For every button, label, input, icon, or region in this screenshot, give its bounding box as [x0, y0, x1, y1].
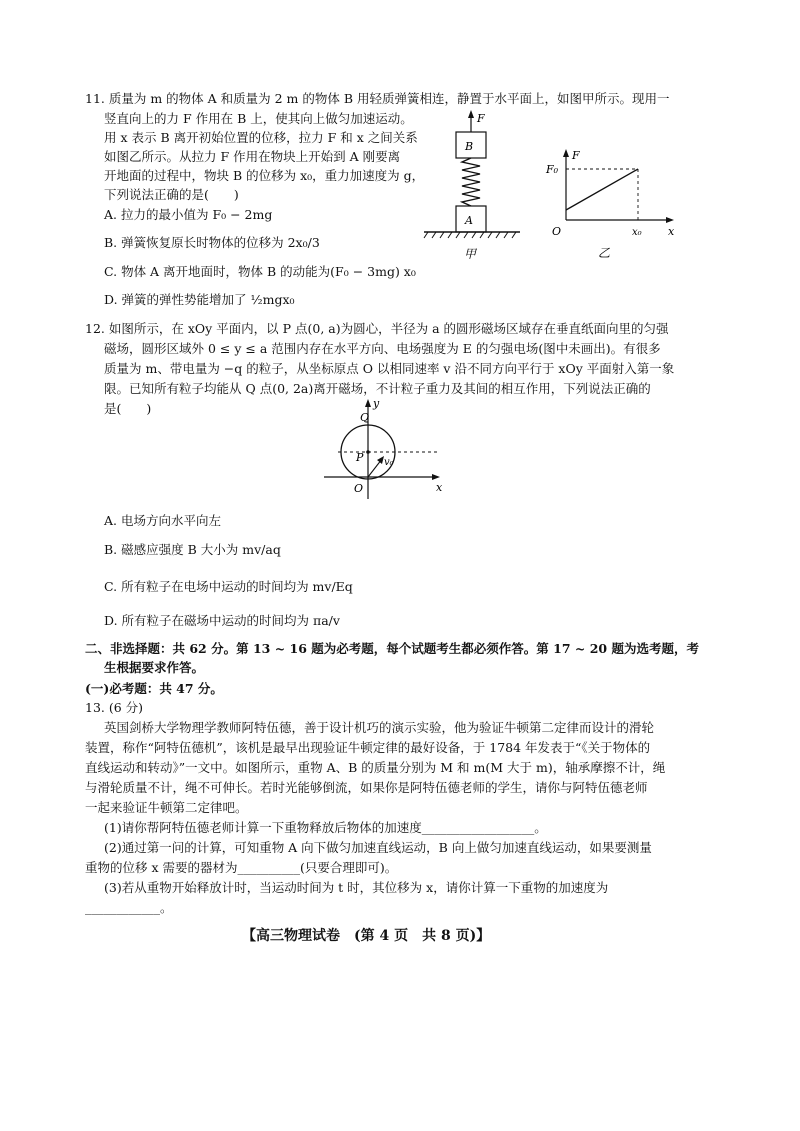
yi-caption: 乙 — [598, 246, 611, 260]
q12-option-a: A. 电场方向水平向左 — [104, 513, 221, 528]
q11-stem-line-2: 竖直向上的力 F 作用在 B 上，使其向上做匀加速运动。 — [104, 111, 413, 126]
q13-sub2b: 重物的位移 x 需要的器材为__________(只要合理即可)。 — [85, 860, 398, 875]
q12-stem-line-5: 是( ) — [104, 401, 152, 416]
q13-para-line-4: 与滑轮质量不计，绳不可伸长。若时光能够倒流，如果你是阿特伍德老师的学生，请你与阿特伍德老师 — [85, 780, 648, 795]
jia-label-F: F — [477, 112, 485, 125]
yi-label-F: F — [572, 149, 580, 162]
yi-label-x: x — [668, 225, 675, 238]
spring-icon — [462, 158, 480, 206]
q11-stem-line-1: 11. 质量为 m 的物体 A 和质量为 2 m 的物体 B 用轻质弹簧相连，静置于水平面上，如图甲所示。现用一 — [85, 91, 670, 106]
q12-label-x: x — [436, 481, 443, 494]
q11-option-b: B. 弹簧恢复原长时物体的位移为 2x₀/3 — [104, 235, 320, 250]
q11-figure-yi — [540, 145, 680, 270]
jia-label-B: B — [465, 140, 474, 153]
q11-option-d: D. 弹簧的弹性势能增加了 ½mgx₀ — [104, 292, 295, 307]
q11-stem-line-5: 开地面的过程中，物块 B 的位移为 x₀，重力加速度为 g， — [104, 168, 425, 183]
q11-stem-line-6: 下列说法正确的是( ) — [104, 187, 239, 202]
section2-title-line-1: 二、非选择题：共 62 分。第 13 ~ 16 题为必考题，每个试题考生都必须作答。第 17 ~ 20 题为选考题，考 — [85, 641, 699, 656]
q12-label-O: O — [354, 482, 364, 495]
q12-stem-line-3: 质量为 m、带电量为 −q 的粒子，从坐标原点 O 以相同速率 v 沿不同方向平行于 xOy 平面射入第一象 — [104, 361, 675, 376]
q11-figure-jia — [420, 108, 530, 268]
q12-label-y: y — [373, 397, 380, 410]
jia-caption: 甲 — [464, 247, 477, 261]
q13-header: 13. (6 分) — [85, 700, 144, 715]
q13-sub3b: ____________。 — [85, 900, 173, 915]
q13-para-line-1: 英国剑桥大学物理学教师阿特伍德，善于设计机巧的演示实验，他为验证牛顿第二定律而设计的滑轮 — [104, 720, 655, 735]
q12-option-c: C. 所有粒子在电场中运动的时间均为 mv/Eq — [104, 579, 353, 594]
q12-option-d: D. 所有粒子在磁场中运动的时间均为 πa/v — [104, 613, 340, 628]
q12-stem-line-1: 12. 如图所示，在 xOy 平面内，以 P 点(0, a)为圆心，半径为 a 的圆形磁场区域存在垂直纸面向里的匀强 — [85, 321, 669, 336]
q13-sub3: (3)若从重物开始释放计时，当运动时间为 t 时，其位移为 x，请你计算一下重物的加速度为 — [104, 880, 609, 895]
section2-title-line-2: 生根据要求作答。 — [104, 660, 205, 675]
q12-option-b: B. 磁感应强度 B 大小为 mv/aq — [104, 542, 281, 557]
q12-stem-line-2: 磁场，圆形区域外 0 ≤ y ≤ a 范围内存在水平方向、电场强度为 E 的匀强电场(图中未画出)。有很多 — [104, 341, 661, 356]
yi-label-O: O — [552, 225, 562, 238]
q11-option-c: C. 物体 A 离开地面时，物体 B 的动能为(F₀ − 3mg) x₀ — [104, 264, 416, 279]
q13-para-line-5: 一起来验证牛顿第二定律吧。 — [85, 800, 248, 815]
q12-label-v0: v₀ — [384, 457, 394, 468]
q12-label-P: P — [356, 451, 364, 464]
q13-para-line-3: 直线运动和转动》”一文中。如图所示，重物 A、B 的质量分别为 M 和 m(M 大于 m)，轴承摩擦不计，绳 — [85, 760, 666, 775]
page-footer: 【高三物理试卷 (第 4 页 共 8 页)】 — [242, 928, 491, 944]
yi-label-F0: F₀ — [546, 163, 559, 176]
jia-label-A: A — [465, 214, 473, 227]
q13-sub1: (1)请你帮阿特伍德老师计算一下重物释放后物体的加速度__________________。 — [104, 820, 547, 835]
q12-stem-line-4: 限。已知所有粒子均能从 Q 点(0, 2a)离开磁场，不计粒子重力及其间的相互作用，下列说法正确的 — [104, 381, 651, 396]
yi-label-x0: x₀ — [632, 227, 642, 238]
section2-subtitle: (一)必考题：共 47 分。 — [85, 681, 223, 696]
q11-stem-line-4: 如图乙所示。从拉力 F 作用在物块上开始到 A 刚要离 — [104, 149, 401, 164]
q12-label-Q: Q — [360, 411, 370, 424]
q13-sub2: (2)通过第一问的计算，可知重物 A 向下做匀加速直线运动，B 向上做匀加速直线运动，如果要测量 — [104, 840, 652, 855]
q12-figure — [318, 395, 448, 505]
q11-stem-line-3: 用 x 表示 B 离开初始位置的位移，拉力 F 和 x 之间关系 — [104, 130, 418, 145]
q13-para-line-2: 装置，称作“阿特伍德机”，该机是最早出现验证牛顿定律的最好设备，于 1784 年发表于“《关于物体的 — [85, 740, 651, 755]
q11-option-a: A. 拉力的最小值为 F₀ − 2mg — [104, 207, 273, 222]
